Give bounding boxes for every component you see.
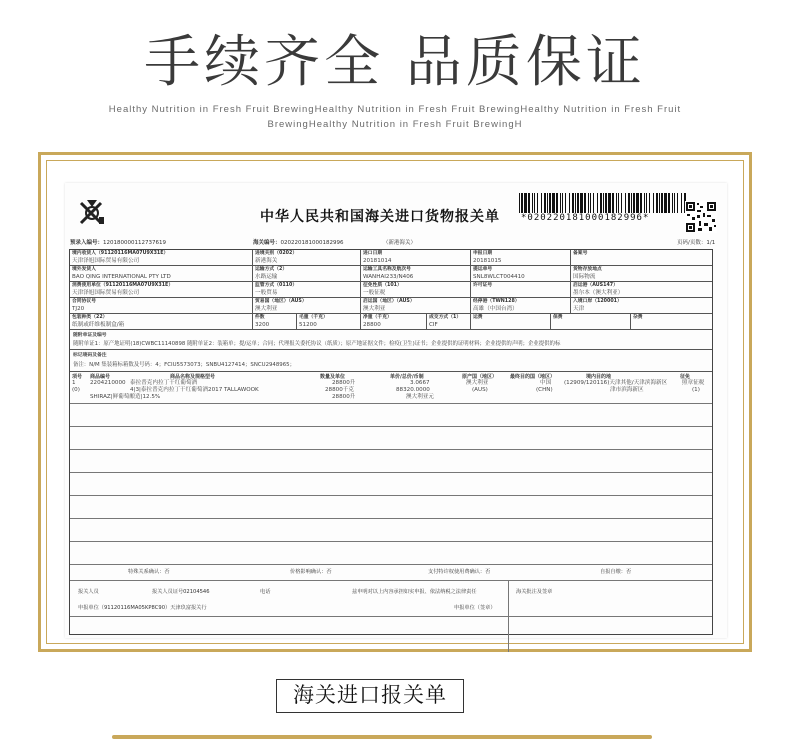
barcode-bar bbox=[674, 193, 675, 213]
transport-mode-cell: 运输方式（2） 水路运输 bbox=[252, 266, 360, 281]
phone-label: 电话 bbox=[260, 589, 271, 595]
barcode-bar bbox=[562, 193, 563, 213]
barcode-bar bbox=[537, 193, 538, 213]
contract-cell: 合同协议号 TJ20 bbox=[72, 299, 96, 312]
customs-note-label: 海关批注及签章 bbox=[516, 589, 553, 595]
marks-label: 标记唛码及备注 bbox=[73, 353, 107, 358]
barcode-bar bbox=[544, 193, 546, 213]
total-price: 88320.0000 bbox=[396, 387, 430, 393]
documents-detail: 随附单证1：原产地证明(18)CWBC11140898 随附单证2：装箱单；提/运单；合同；代理报关委托协议（纸质）；原产地证据文件；检疫(卫生)证书；企业提供的证明材料；企业提供的声明；企业提供的标 bbox=[73, 341, 561, 347]
goods-header: 原产国（地区） bbox=[462, 374, 498, 380]
customs-emblem-icon bbox=[75, 195, 109, 229]
barcode-bar bbox=[605, 193, 607, 213]
barcode-bar bbox=[640, 193, 642, 213]
barcode-bar bbox=[552, 193, 555, 213]
barcode-bar bbox=[565, 193, 566, 213]
origin-country: 澳大利亚 bbox=[466, 380, 489, 386]
port-note: （新港海关） bbox=[383, 240, 417, 246]
grid-row bbox=[70, 298, 712, 314]
customs-number: 海关编号：020220181000182996 bbox=[253, 240, 344, 246]
goods-row-divider bbox=[70, 472, 712, 473]
barcode-bar bbox=[612, 193, 614, 213]
barcode-bar bbox=[590, 193, 591, 213]
barcode-bar bbox=[677, 193, 678, 213]
barcode-bar bbox=[534, 193, 535, 213]
barcode-bar bbox=[653, 193, 654, 213]
marks-row bbox=[70, 350, 712, 372]
subtitle-text: Healthy Nutrition in Fresh Fruit BrewingHealthy Nutrition in Fresh Fruit BrewingHealthy Nutrition in Fresh Fruit BrewingHealthy Nutrition in Fresh Fruit BrewingH bbox=[108, 104, 682, 130]
barcode-bar bbox=[541, 193, 542, 213]
declarant-label: 报关人员 bbox=[78, 589, 99, 595]
barcode-bar bbox=[616, 193, 617, 213]
barcode-bar bbox=[549, 193, 551, 213]
barcode-bar bbox=[600, 193, 602, 213]
goods-header: 境内目的地 bbox=[586, 374, 612, 380]
barcode-bar bbox=[646, 193, 647, 213]
levy-nature-cell: 征免性质（101） 一般征税 bbox=[360, 282, 470, 297]
commodity-spec: SHIRAZ|鲜葡萄酿造|12.5% bbox=[90, 394, 161, 400]
destination-country: 中国 bbox=[540, 380, 552, 386]
trade-country-cell: 贸易国（地区）（AUS） 澳大利亚 bbox=[252, 298, 360, 313]
entry-port-cell: 入境口岸（120001） 天津 bbox=[570, 298, 714, 313]
barcode-bar bbox=[628, 193, 630, 213]
domestic-destination: (12909/120116)天津其他/天津滨海新区 bbox=[564, 380, 668, 386]
goods-section bbox=[70, 372, 712, 652]
levy-method: 照章征税 bbox=[682, 380, 705, 386]
barcode-bar bbox=[519, 193, 520, 213]
barcode-bar bbox=[681, 193, 682, 213]
barcode-bar bbox=[577, 193, 579, 213]
goods-header: 单价/总价/币制 bbox=[390, 374, 424, 380]
declare-date-cell: 申报日期 20181015 bbox=[470, 250, 570, 265]
grid-row bbox=[70, 266, 712, 282]
barcode-bar bbox=[528, 193, 530, 213]
barcode-bar bbox=[532, 193, 533, 213]
goods-row-divider bbox=[70, 564, 712, 565]
goods-row-divider bbox=[70, 541, 712, 542]
barcode-bar bbox=[584, 193, 586, 213]
barcode-bar bbox=[636, 193, 639, 213]
grid-row bbox=[70, 250, 712, 266]
vessel-cell: 运输工具名称及航次号 WANHAI233/N406 bbox=[360, 266, 470, 281]
legal-statement: 兹申明对以上内容承担如实申报、依法纳税之法律责任 bbox=[352, 589, 477, 595]
customs-declaration-form bbox=[65, 183, 727, 638]
bill-of-lading-cell: 提运单号 SNL8WLCT004410 bbox=[470, 266, 570, 281]
barcode-bar bbox=[625, 193, 626, 213]
transit-port-cell: 经停港（TWN128） 高雄（中国台湾） bbox=[470, 298, 570, 313]
royalty-confirm: 支付特许权使用费确认：否 bbox=[428, 569, 491, 575]
supervision-mode-cell: 监管方式（0110） 一般贸易 bbox=[252, 282, 360, 297]
barcode-bar bbox=[608, 193, 611, 213]
goods-header: 商品编号 bbox=[90, 374, 111, 380]
shipper-cell: 境外发货人 BAO QING INTERNATIONAL PTY LTD bbox=[72, 267, 171, 280]
goods-header: 最终目的国（地区） bbox=[510, 374, 556, 380]
package-count-cell: 件数 3200 bbox=[252, 314, 296, 329]
barcode-bar bbox=[593, 193, 594, 213]
barcode-number: *020220181000182996* bbox=[521, 213, 650, 223]
goods-row-divider bbox=[70, 518, 712, 519]
self-declare-confirm: 自报自缴：否 bbox=[600, 569, 632, 575]
barcode-bar bbox=[644, 193, 645, 213]
caption-box: 海关进口报关单 bbox=[276, 679, 464, 713]
price-impact-confirm: 价格影响确认：否 bbox=[290, 569, 332, 575]
unit-seal-label: 申报单位（签章） bbox=[454, 605, 496, 611]
barcode-bar bbox=[575, 193, 576, 213]
consignee-cell: 境内收货人（91120116MA07U9X31E） 天津泽旭国际贸易有限公司 bbox=[72, 251, 169, 264]
domestic-destination: 津市滨海新区 bbox=[610, 387, 644, 393]
commodity-name: 泰拉普克内拉丁干红葡萄酒 bbox=[130, 380, 198, 386]
departure-port-cell: 启运港（AUS147） 墨尔本（澳大利亚） bbox=[570, 282, 714, 297]
barcode-bar bbox=[547, 193, 548, 213]
barcode-bar bbox=[621, 193, 622, 213]
goods-row-divider bbox=[70, 580, 712, 581]
destination-code: (CHN) bbox=[536, 387, 553, 393]
documents-row bbox=[70, 330, 712, 350]
barcode-bar bbox=[597, 193, 598, 213]
origin-country-cell: 启运国（地区）（AUS） 澳大利亚 bbox=[360, 298, 470, 313]
sign-divider bbox=[70, 616, 712, 617]
declarant-number: 报关人员证号02104546 bbox=[152, 589, 210, 595]
commodity-code: 2204210000 bbox=[90, 380, 126, 386]
transaction-mode-cell: 成交方式（1） CIF bbox=[426, 314, 470, 329]
page-number: 页码/页数：1/1 bbox=[677, 240, 716, 246]
quantity: 28800千克 bbox=[325, 387, 354, 393]
insurance-cell: 保费 bbox=[550, 314, 630, 329]
barcode-bar bbox=[659, 193, 660, 213]
goods-header: 项号 bbox=[72, 374, 83, 380]
barcode-bar bbox=[569, 193, 570, 213]
barcode-bar bbox=[556, 193, 558, 213]
consumer-unit-cell: 消费使用单位（91120116MA07U9X31E） 天津泽旭国际贸易有限公司 bbox=[72, 283, 174, 296]
goods-header: 商品名称及规格型号 bbox=[170, 374, 216, 380]
package-type-cell: 包装种类（22） 纸制或纤维板制盒/箱 bbox=[72, 315, 125, 328]
record-number-cell: 备案号 bbox=[570, 250, 714, 265]
barcode-bar bbox=[588, 193, 589, 213]
item-number: 1 bbox=[72, 380, 76, 386]
barcode-bar bbox=[664, 193, 667, 213]
barcode-bar bbox=[572, 193, 574, 213]
quantity: 28800升 bbox=[332, 394, 356, 400]
barcode-bar bbox=[661, 193, 663, 213]
goods-header: 征免 bbox=[680, 374, 691, 380]
currency: 澳大利亚元 bbox=[406, 394, 434, 400]
barcode-bar bbox=[631, 193, 632, 213]
other-fees-cell: 杂费 bbox=[630, 314, 714, 329]
declaring-unit: 申报单位（91120116MA05KP8C90）天津玖富报关行 bbox=[78, 605, 207, 611]
freight-cell: 运费 bbox=[470, 314, 550, 329]
barcode-bar bbox=[656, 193, 658, 213]
barcode-icon bbox=[519, 193, 687, 213]
marks-detail: 备注：N/M 集装箱标箱数及号码：4；FCIU5573073；SNBU4127414；SNCU2948965； bbox=[73, 362, 295, 368]
barcode-bar bbox=[524, 193, 527, 213]
import-date-cell: 进口日期 20181014 bbox=[360, 250, 470, 265]
grid-row bbox=[70, 282, 712, 298]
qr-code-icon bbox=[685, 201, 717, 233]
form-title: 中华人民共和国海关进口货物报关单 bbox=[260, 209, 500, 225]
unit-price: 3.0667 bbox=[410, 380, 430, 386]
net-weight-cell: 净重（千克） 28800 bbox=[360, 314, 426, 329]
commodity-spec: 4|3|泰拉普克内拉丁干红葡萄酒2017 TALLAWOOK bbox=[130, 387, 259, 393]
barcode-bar bbox=[618, 193, 619, 213]
special-relation-confirm: 特殊关系确认：否 bbox=[128, 569, 170, 575]
barcode-bar bbox=[580, 193, 583, 213]
barcode-bar bbox=[521, 193, 523, 213]
entry-customs-cell: 进境关别（0202） 新港海关 bbox=[252, 250, 360, 265]
grid-row bbox=[70, 314, 712, 330]
documents-label: 随附单证及编号 bbox=[73, 333, 107, 338]
barcode-bar bbox=[633, 193, 635, 213]
goods-header: 数量及单位 bbox=[320, 374, 346, 380]
page-title: 手续齐全 品质保证 bbox=[144, 30, 646, 95]
levy-code: (1) bbox=[692, 387, 700, 393]
barcode-bar bbox=[668, 193, 670, 213]
goods-row-divider bbox=[70, 426, 712, 427]
barcode-bar bbox=[603, 193, 604, 213]
goods-row-divider bbox=[70, 403, 712, 404]
sign-column-divider bbox=[508, 580, 509, 652]
barcode-bar bbox=[560, 193, 561, 213]
item-note: (0) bbox=[72, 387, 80, 393]
origin-code: (AUS) bbox=[472, 387, 488, 393]
goods-row-divider bbox=[70, 449, 712, 450]
quantity: 28800升 bbox=[332, 380, 356, 386]
preentry-number: 预录入编号：120180000112737619 bbox=[70, 240, 167, 246]
barcode-bar bbox=[649, 193, 650, 213]
storage-location-cell: 货物存放地点 国际物流 bbox=[570, 266, 714, 281]
license-cell: 许可证号 bbox=[470, 282, 570, 297]
declaration-grid bbox=[69, 249, 713, 635]
barcode-bar bbox=[672, 193, 673, 213]
gold-divider bbox=[112, 735, 652, 739]
gross-weight-cell: 毛重（千克） 51200 bbox=[296, 314, 360, 329]
goods-row-divider bbox=[70, 495, 712, 496]
